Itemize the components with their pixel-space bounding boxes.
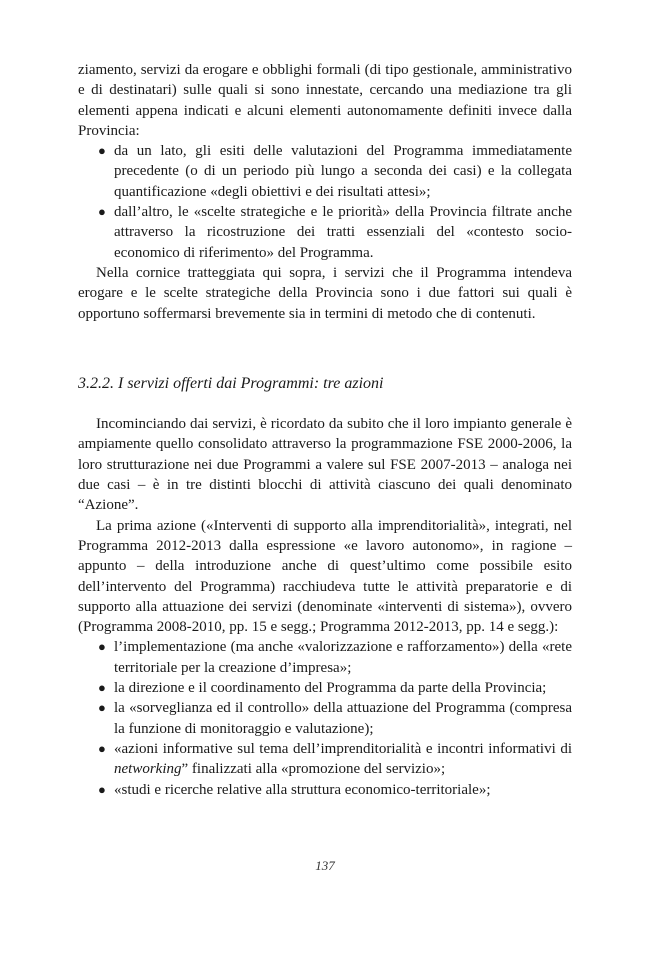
list-item-text: dall’altro, le «scelte strategiche e le priorità» della Provincia filtrate anche attraverso la ricostruzione dei tratti essenziali del «contesto socio-economico di riferimento» del Programma.	[114, 204, 572, 261]
bullet-icon: ●	[98, 700, 106, 716]
intro-paragraph: ziamento, servizi da erogare e obblighi formali (di tipo gestionale, amministrativo e di destinatari) sulle quali si sono innestate, cercando una mediazione tra gli elementi appena indicati e alcuni elementi autonomamente definiti invece dalla Provincia:	[78, 62, 572, 139]
intro-bullet-list	[78, 141, 572, 263]
bullet-icon: ●	[98, 639, 106, 655]
list-item-text-part: ” finalizzati alla «promozione del servizio»;	[181, 761, 446, 778]
list-item-text: da un lato, gli esiti delle valutazioni del Programma immediatamente precedente (o di un periodo più lungo a seconda dei casi) e la collegata quantificazione «degli obiettivi e dei risultati attesi»;	[114, 143, 572, 200]
list-item-text	[114, 741, 572, 777]
bullet-icon: ●	[98, 204, 106, 220]
section-paragraph-1: Incominciando dai servizi, è ricordato da subito che il loro impianto generale è ampiamente quello consolidato attraverso la programmazione FSE 2000-2006, la loro strutturazione nei due Programmi a valere sul FSE 2007-2013 – analoga nei due casi – è in tre distinti blocchi di attività ciascuno dei quali denominato “Azione”.	[78, 416, 572, 514]
italic-term: networking	[114, 761, 182, 778]
list-item	[78, 202, 572, 263]
bullet-icon: ●	[98, 680, 106, 696]
list-item	[78, 678, 572, 698]
services-bullet-list	[78, 637, 572, 799]
list-item-text: «studi e ricerche relative alla struttura economico-territoriale»;	[114, 781, 491, 798]
list-item	[78, 141, 572, 202]
closing-paragraph: Nella cornice tratteggiata qui sopra, i servizi che il Programma intendeva erogare e le scelte strategiche della Provincia sono i due fattori sui quali è opportuno soffermarsi brevemente sia in termini di metodo che di contenuti.	[78, 264, 572, 322]
list-item-text: la direzione e il coordinamento del Programma da parte della Provincia;	[114, 680, 547, 697]
list-item-text: l’implementazione (ma anche «valorizzazione e rafforzamento») della «rete territoriale per la creazione d’impresa»;	[114, 639, 572, 676]
list-item	[78, 698, 572, 739]
list-item-text-part: «azioni informative sul tema dell’imprenditorialità e incontri informativi di	[114, 740, 572, 757]
bullet-icon: ●	[98, 781, 106, 797]
list-item	[78, 739, 572, 780]
section-paragraph-2: La prima azione («Interventi di supporto alla imprenditorialità», integrati, nel Programma 2012-2013 dalla espressione «e lavoro autonomo», in ragione – appunto – della introduzione anche di quest’ultimo come possibile esito dell’intervento del Programma) racchiudeva tutte le attività preparatorie e di supporto alla attuazione dei servizi (denominate «interventi di sistema»), ovvero (Programma 2008-2010, pp. 15 e segg.; Programma 2012-2013, pp. 14 e segg.):	[78, 517, 572, 636]
page-body	[78, 60, 572, 800]
bullet-icon: ●	[98, 143, 106, 159]
page-number: 137	[315, 858, 335, 873]
list-item	[78, 637, 572, 678]
section-heading: 3.2.2. I servizi offerti dai Programmi: tre azioni	[78, 374, 384, 392]
list-item	[78, 780, 572, 800]
list-item-text: la «sorveglianza ed il controllo» della attuazione del Programma (compresa la funzione di monitoraggio e valutazione);	[114, 700, 572, 737]
bullet-icon: ●	[98, 740, 106, 756]
